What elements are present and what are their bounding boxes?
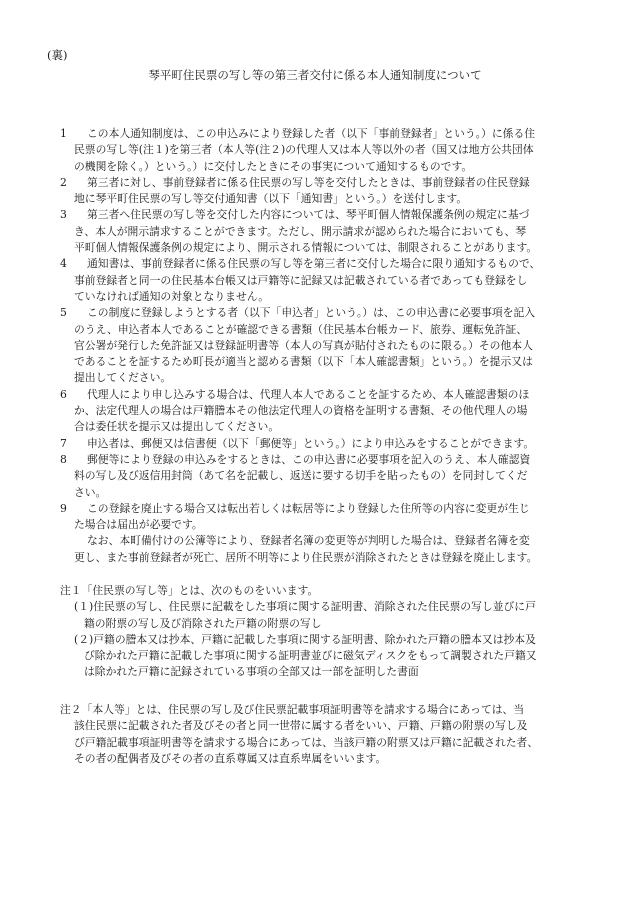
item-text — [74, 501, 620, 534]
numbered-items — [60, 126, 620, 566]
item-text — [74, 207, 620, 256]
item-text — [74, 175, 620, 208]
note-1-heading: 注１「住民票の写し等」とは、次のものをいいます。 — [60, 584, 319, 597]
text-line: さい。 — [74, 485, 107, 499]
text-line: 第三者に対し、事前登録者に係る住民票の写し等を交付したときは、事前登録者の住民登録 — [87, 175, 530, 189]
text-line: 籍の附票の写し及び消除された戸籍の附票の写し — [84, 616, 322, 630]
text-line: 料の写し及び返信用封筒（あて名を記載し、返送に要する切手を貼ったもの）を同封してくだ — [74, 469, 528, 483]
item-text — [74, 305, 620, 386]
list-item — [60, 207, 620, 256]
text-line: は除かれた戸籍に記録されている事項の全部又は一部を証明した書面 — [84, 665, 419, 679]
text-line: この制度に登録しようとする者（以下「申込者」という。）は、この申込書に必要事項を記入 — [87, 306, 536, 320]
item-text — [74, 387, 620, 436]
text-line: び戸籍記載事項証明書等を請求する場合にあっては、当該戸籍の附票又は戸籍に記載された者、 — [74, 735, 539, 749]
item-number: 7 — [60, 436, 67, 450]
item-text — [74, 452, 620, 501]
item-number: 6 — [60, 387, 67, 401]
list-item — [60, 436, 620, 452]
item-number: 5 — [60, 306, 67, 320]
item-text — [74, 126, 620, 175]
text-line: この登録を廃止する場合又は転出若しくは転居等により登録した住所等の内容に変更が生じ — [87, 501, 530, 515]
list-item — [60, 126, 620, 175]
text-line: 申込者は、郵便又は信書便（以下「郵便等」という。）により申込みをすることができます。 — [87, 436, 535, 450]
text-line: 第三者へ住民票の写し等を交付した内容については、琴平町個人情報保護条例の規定に基づ — [87, 208, 530, 222]
text-line: のうえ、申込者本人であることが確認できる書類（住民基本台帳カード、旅券、運転免許証、 — [74, 322, 528, 336]
text-line: か、法定代理人の場合は戸籍謄本その他法定代理人の資格を証明する書類、その他代理人の場 — [74, 404, 528, 418]
item-number: 1 — [60, 127, 67, 140]
list-item — [60, 387, 620, 436]
text-line: 提出してください。 — [74, 371, 172, 385]
text-line: (２)戸籍の謄本又は抄本、戸籍に記載した事項に関する証明書、除かれた戸籍の謄本又は抄本及 — [74, 632, 536, 646]
list-item — [60, 256, 620, 305]
text-line: 事前登録者と同一の住民基本台帳又は戸籍等に記録又は記載されている者であっても登録をし — [74, 273, 528, 287]
text-line: 該住民票に記載された者及びその者と同一世帯に属する者をいい、戸籍、戸籍の附票の写し及 — [74, 719, 528, 733]
text-line: この本人通知制度は、この申込みにより登録した者（以下「事前登録者」という。）に係る住 — [87, 127, 536, 140]
text-line: 代理人により申し込みする場合は、代理人本人であることを証するため、本人確認書類のほ — [87, 387, 530, 401]
note-2 — [60, 702, 620, 767]
item-number: 9 — [60, 501, 67, 515]
text-line: 郵便等により登録の申込みをするときは、この申込書に必要事項を記入のうえ、本人確認資 — [87, 452, 531, 466]
list-item — [60, 452, 620, 501]
list-item — [60, 501, 620, 534]
text-line: 官公署が発行した免許証又は登録証明書等（本人の写真が貼付されたものに限る。）その他本人 — [74, 338, 533, 352]
item-number: 8 — [60, 452, 67, 466]
text-line: 注２「本人等」とは、住民票の写し及び住民票記載事項証明書等を請求する場合にあっては、当 — [60, 703, 525, 716]
list-item — [60, 305, 620, 386]
text-line: の機関を除く。）という。）に交付したときにその事実について通知するものです。 — [74, 159, 473, 173]
text-line: 通知書は、事前登録者に係る住民票の写し等を第三者に交付した場合に限り通知するもので、 — [87, 257, 541, 271]
reverse-side-tag: (裏) — [47, 48, 68, 62]
note-1 — [60, 583, 620, 681]
text-line: 更し、また事前登録者が死亡、居所不明等により住民票が消除されたときは登録を廃止します。 — [74, 550, 538, 564]
text-line: (１)住民票の写し、住民票に記載をした事項に関する証明書、消除された住民票の写し並びに戸 — [74, 600, 536, 614]
item-text — [74, 436, 620, 452]
text-line: び除かれた戸籍に記載した事項に関する証明書並びに磁気ディスクをもって調製された戸籍又 — [84, 649, 537, 663]
text-line: その者の配偶者及びその者の直系尊属又は直系卑属をいいます。 — [74, 751, 387, 765]
item-number: 2 — [60, 175, 67, 189]
text-line: 合は委任状を提示又は提出してください。 — [74, 420, 280, 434]
text-line: た場合は届出が必要です。 — [74, 518, 203, 532]
text-line: ていなければ通知の対象となりません。 — [74, 289, 269, 303]
item-number: 3 — [60, 208, 67, 222]
text-line: 民票の写し等(注１)を第三者（本人等(注２)の代理人又は本人等以外の者（国又は地方公共団体 — [74, 143, 534, 157]
item-text — [74, 256, 620, 305]
text-line: 地に琴平町住民票の写し等交付通知書（以下「通知書」という。）を送付します。 — [74, 192, 468, 206]
page-title: 琴平町住民票の写し等の第三者交付に係る本人通知制度について — [148, 68, 482, 82]
text-line: なお、本町備付けの公簿等により、登録者名簿の変更等が判明した場合は、登録者名簿を変 — [87, 534, 530, 548]
text-line: 平町個人情報保護条例の規定により、開示される情報については、制限されることがあります。 — [74, 241, 538, 255]
closing-paragraph — [74, 533, 620, 566]
text-line: であることを証するため町長が適当と認める書類（以下「本人確認書類」という。）を提示又は — [74, 355, 533, 369]
item-number: 4 — [60, 257, 67, 271]
list-item — [60, 175, 620, 208]
text-line: き、本人が開示請求することができます。ただし、開示請求が認められた場合においても、琴 — [74, 224, 527, 238]
